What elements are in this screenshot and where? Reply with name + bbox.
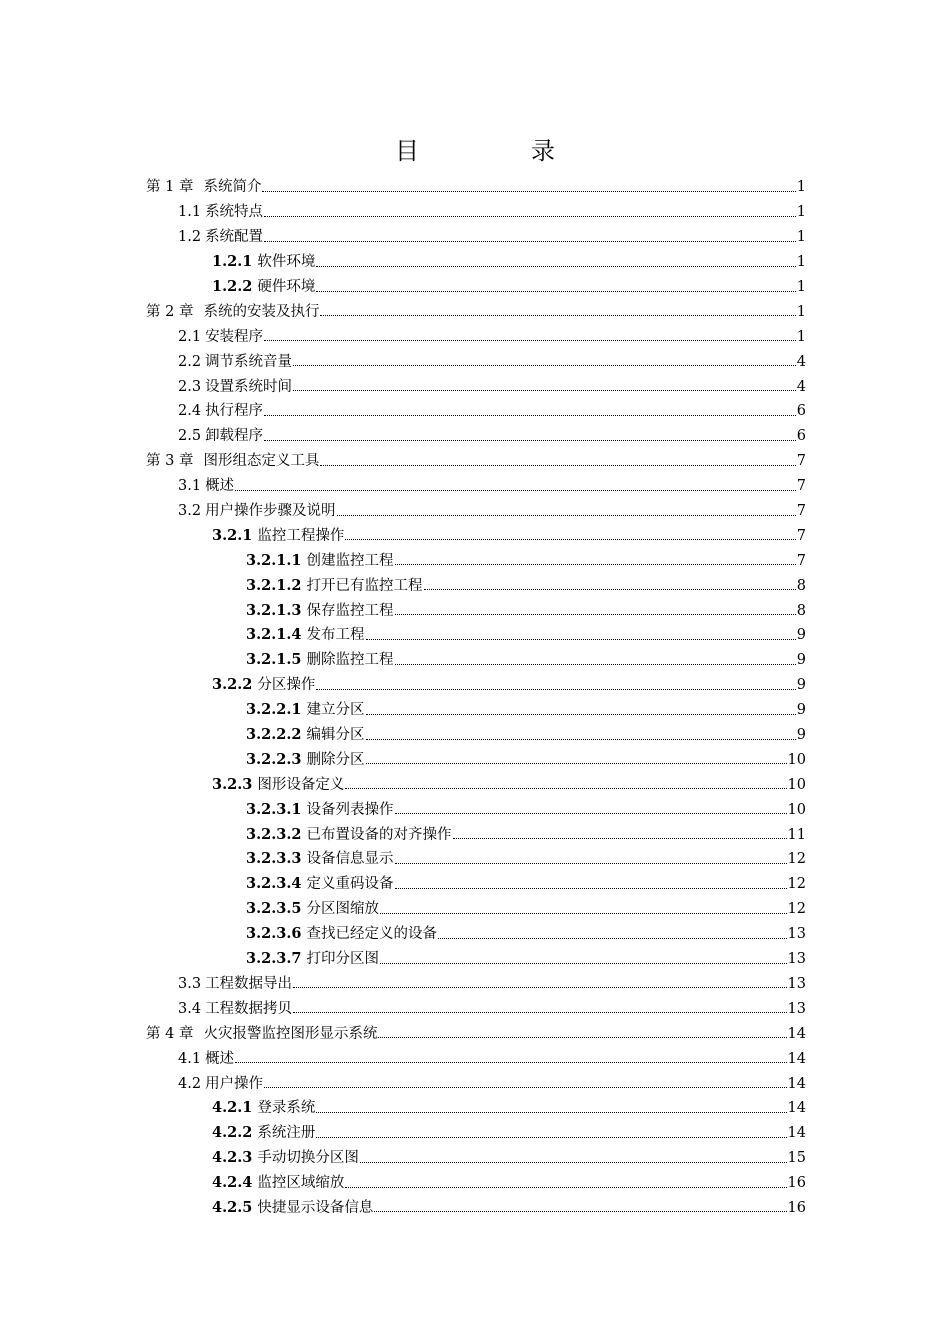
toc-entry[interactable] bbox=[146, 573, 806, 598]
toc-entry-text: 火灾报警监控图形显示系统 bbox=[203, 1025, 378, 1042]
toc-entry-label bbox=[212, 1199, 373, 1217]
toc-entry-number: 2.2 bbox=[178, 353, 202, 370]
toc-entry[interactable] bbox=[146, 723, 806, 748]
dot-leader bbox=[380, 963, 787, 964]
toc-entry-number: 4.2 bbox=[178, 1075, 202, 1092]
toc-page-number: 9 bbox=[796, 652, 806, 669]
toc-page-number: 4 bbox=[796, 378, 806, 395]
toc-entry-number: 第 4 章 bbox=[146, 1025, 194, 1042]
toc-entry-number: 3.2.1.4 bbox=[246, 626, 302, 644]
toc-entry-label bbox=[246, 801, 394, 819]
toc-entry[interactable] bbox=[146, 275, 806, 300]
toc-entry-text: 删除监控工程 bbox=[306, 652, 394, 669]
toc-entry-label bbox=[178, 1075, 263, 1093]
toc-entry[interactable] bbox=[146, 797, 806, 822]
toc-entry-text: 登录系统 bbox=[257, 1100, 316, 1117]
toc-entry-number: 2.4 bbox=[178, 403, 202, 420]
toc-page-number: 7 bbox=[796, 552, 806, 569]
toc-entry[interactable] bbox=[146, 175, 806, 200]
toc-entry-label bbox=[246, 900, 379, 918]
toc-entry-label bbox=[146, 1025, 377, 1043]
dot-leader bbox=[345, 1187, 786, 1188]
toc-entry-label bbox=[212, 253, 315, 271]
toc-entry-text: 调节系统音量 bbox=[205, 353, 293, 370]
toc-entry-label bbox=[178, 1000, 292, 1018]
toc-entry[interactable] bbox=[146, 424, 806, 449]
toc-entry-number: 3.2.1.5 bbox=[246, 651, 302, 669]
toc-entry[interactable] bbox=[146, 772, 806, 797]
toc-entry[interactable] bbox=[146, 947, 806, 972]
toc-entry[interactable] bbox=[146, 374, 806, 399]
dot-leader bbox=[395, 614, 796, 615]
toc-entry-label bbox=[246, 726, 365, 744]
toc-entry[interactable] bbox=[146, 1196, 806, 1221]
dot-leader bbox=[395, 813, 787, 814]
dot-leader bbox=[316, 291, 795, 292]
toc-entry-label bbox=[212, 776, 344, 794]
toc-entry-label bbox=[178, 975, 292, 993]
toc-page-number: 8 bbox=[796, 602, 806, 619]
toc-entry-label bbox=[178, 228, 263, 246]
toc-page-number: 6 bbox=[796, 403, 806, 420]
table-of-contents bbox=[146, 175, 806, 1220]
toc-entry[interactable] bbox=[146, 847, 806, 872]
toc-entry-number: 3.2 bbox=[178, 503, 202, 520]
toc-entry-text: 分区图缩放 bbox=[306, 901, 380, 918]
toc-entry-label bbox=[246, 875, 394, 893]
toc-entry-number: 4.2.2 bbox=[212, 1124, 253, 1142]
toc-entry[interactable] bbox=[146, 996, 806, 1021]
toc-title: 目 录 bbox=[395, 137, 599, 165]
toc-entry-text: 设置系统时间 bbox=[205, 378, 293, 395]
toc-entry-text: 分区操作 bbox=[257, 677, 316, 694]
toc-page-number: 13 bbox=[787, 1000, 806, 1017]
toc-page-number: 16 bbox=[787, 1175, 806, 1192]
dot-leader bbox=[366, 763, 787, 764]
toc-entry[interactable] bbox=[146, 1046, 806, 1071]
dot-leader bbox=[264, 216, 796, 217]
toc-page-number: 14 bbox=[787, 1100, 806, 1117]
toc-page-number: 1 bbox=[796, 328, 806, 345]
dot-leader bbox=[380, 913, 787, 914]
toc-page-number: 6 bbox=[796, 428, 806, 445]
dot-leader bbox=[316, 266, 795, 267]
toc-entry-label bbox=[246, 552, 394, 570]
toc-entry-text: 监控工程操作 bbox=[257, 527, 345, 544]
toc-entry-label bbox=[178, 203, 263, 221]
dot-leader bbox=[264, 340, 796, 341]
toc-entry-number: 3.2.3.7 bbox=[246, 950, 302, 968]
toc-entry-number: 3.2.1 bbox=[212, 526, 253, 544]
toc-page-number: 13 bbox=[787, 975, 806, 992]
toc-entry-number: 3.2.3.4 bbox=[246, 875, 302, 893]
dot-leader bbox=[366, 639, 796, 640]
toc-page-number: 13 bbox=[787, 926, 806, 943]
toc-entry-label bbox=[178, 402, 263, 420]
toc-entry[interactable] bbox=[146, 200, 806, 225]
toc-page-number: 14 bbox=[787, 1050, 806, 1067]
toc-entry-text: 编辑分区 bbox=[306, 727, 365, 744]
toc-entry-text: 设备信息显示 bbox=[306, 851, 394, 868]
toc-entry[interactable] bbox=[146, 648, 806, 673]
toc-entry-text: 工程数据拷贝 bbox=[205, 1000, 293, 1017]
dot-leader bbox=[293, 390, 796, 391]
toc-entry-text: 手动切换分区图 bbox=[257, 1150, 359, 1167]
toc-entry-text: 系统注册 bbox=[257, 1125, 316, 1142]
toc-page-number: 7 bbox=[796, 527, 806, 544]
toc-entry[interactable] bbox=[146, 972, 806, 997]
toc-entry[interactable] bbox=[146, 673, 806, 698]
toc-entry-text: 系统的安装及执行 bbox=[203, 303, 320, 320]
dot-leader bbox=[264, 241, 796, 242]
toc-page-number: 12 bbox=[787, 901, 806, 918]
toc-entry[interactable] bbox=[146, 1146, 806, 1171]
toc-page-number: 8 bbox=[796, 577, 806, 594]
dot-leader bbox=[293, 365, 796, 366]
toc-entry-label bbox=[212, 1174, 344, 1192]
toc-page-number: 1 bbox=[796, 179, 806, 196]
toc-page-number: 7 bbox=[796, 478, 806, 495]
toc-entry[interactable] bbox=[146, 299, 806, 324]
toc-entry-number: 3.2.1.2 bbox=[246, 576, 302, 594]
toc-entry-text: 软件环境 bbox=[257, 254, 316, 271]
toc-page-number: 1 bbox=[796, 254, 806, 271]
toc-page-number: 10 bbox=[787, 751, 806, 768]
toc-page-number: 14 bbox=[787, 1125, 806, 1142]
toc-entry-number: 3.2.3.6 bbox=[246, 925, 302, 943]
toc-page-number: 7 bbox=[796, 453, 806, 470]
dot-leader bbox=[395, 888, 787, 889]
toc-entry-number: 第 1 章 bbox=[146, 179, 194, 196]
toc-entry[interactable] bbox=[146, 822, 806, 847]
toc-entry-number: 4.2.4 bbox=[212, 1174, 253, 1192]
toc-page-number: 12 bbox=[787, 876, 806, 893]
toc-entry-text: 图形设备定义 bbox=[257, 776, 345, 793]
dot-leader bbox=[395, 664, 796, 665]
dot-leader bbox=[438, 938, 787, 939]
toc-entry-text: 概述 bbox=[205, 1050, 235, 1067]
toc-page-number: 7 bbox=[796, 503, 806, 520]
dot-leader bbox=[366, 739, 796, 740]
toc-entry[interactable] bbox=[146, 1071, 806, 1096]
toc-page-number: 9 bbox=[796, 627, 806, 644]
toc-page-number: 9 bbox=[796, 677, 806, 694]
toc-entry-number: 3.2.2.2 bbox=[246, 726, 302, 744]
dot-leader bbox=[366, 714, 796, 715]
toc-entry-number: 第 3 章 bbox=[146, 453, 194, 470]
toc-entry-label bbox=[246, 751, 365, 769]
dot-leader bbox=[316, 689, 795, 690]
toc-entry[interactable] bbox=[146, 623, 806, 648]
dot-leader bbox=[262, 191, 795, 192]
toc-entry-label bbox=[212, 676, 315, 694]
toc-entry-label bbox=[246, 925, 437, 943]
toc-entry-number: 3.2.3.2 bbox=[246, 825, 302, 843]
toc-entry-label bbox=[178, 1050, 234, 1068]
toc-page-number: 11 bbox=[787, 826, 806, 843]
toc-entry-number: 3.2.3.5 bbox=[246, 900, 302, 918]
toc-entry-label bbox=[212, 1099, 315, 1117]
dot-leader bbox=[316, 1112, 786, 1113]
toc-entry-label bbox=[246, 651, 394, 669]
dot-leader bbox=[378, 1037, 786, 1038]
toc-entry-number: 3.2.3.3 bbox=[246, 850, 302, 868]
toc-page-number: 1 bbox=[796, 229, 806, 246]
toc-entry-text: 用户操作步骤及说明 bbox=[205, 503, 336, 520]
dot-leader bbox=[395, 863, 787, 864]
dot-leader bbox=[264, 1087, 786, 1088]
toc-entry-text: 定义重码设备 bbox=[306, 876, 394, 893]
toc-entry[interactable] bbox=[146, 449, 806, 474]
dot-leader bbox=[453, 838, 787, 839]
toc-entry-number: 3.2.1.1 bbox=[246, 551, 302, 569]
dot-leader bbox=[316, 1137, 786, 1138]
toc-page-number: 10 bbox=[787, 776, 806, 793]
toc-entry-text: 概述 bbox=[205, 478, 235, 495]
dot-leader bbox=[360, 1162, 787, 1163]
dot-leader bbox=[264, 415, 796, 416]
toc-entry-number: 3.2.2.1 bbox=[246, 701, 302, 719]
dot-leader bbox=[374, 1211, 786, 1212]
toc-entry-label bbox=[212, 278, 315, 296]
toc-page-number: 14 bbox=[787, 1025, 806, 1042]
toc-entry-text: 工程数据导出 bbox=[205, 975, 293, 992]
toc-entry-label bbox=[178, 427, 263, 445]
dot-leader bbox=[320, 465, 795, 466]
toc-entry-label bbox=[178, 502, 336, 520]
toc-entry-text: 图形组态定义工具 bbox=[203, 453, 320, 470]
toc-entry-text: 打印分区图 bbox=[306, 951, 380, 968]
toc-entry-number: 3.2.2 bbox=[212, 676, 253, 694]
toc-entry-label bbox=[146, 303, 319, 321]
toc-entry-text: 用户操作 bbox=[205, 1075, 264, 1092]
toc-entry-number: 3.3 bbox=[178, 975, 202, 992]
toc-entry-label bbox=[246, 826, 452, 844]
toc-entry-number: 3.1 bbox=[178, 478, 202, 495]
toc-page-number: 9 bbox=[796, 727, 806, 744]
dot-leader bbox=[235, 490, 796, 491]
toc-page-number: 15 bbox=[787, 1150, 806, 1167]
toc-entry-label bbox=[212, 1124, 315, 1142]
toc-entry-text: 发布工程 bbox=[306, 627, 365, 644]
toc-entry[interactable] bbox=[146, 1171, 806, 1196]
toc-entry[interactable] bbox=[146, 474, 806, 499]
dot-leader bbox=[293, 987, 786, 988]
toc-entry-text: 卸载程序 bbox=[205, 428, 264, 445]
toc-entry-text: 创建监控工程 bbox=[306, 552, 394, 569]
toc-page-number: 13 bbox=[787, 951, 806, 968]
toc-entry-text: 查找已经定义的设备 bbox=[306, 926, 438, 943]
dot-leader bbox=[264, 440, 796, 441]
toc-entry-label bbox=[212, 527, 344, 545]
toc-entry-number: 4.2.1 bbox=[212, 1099, 253, 1117]
toc-entry-label bbox=[178, 353, 292, 371]
toc-entry-label bbox=[246, 626, 365, 644]
dot-leader bbox=[337, 515, 796, 516]
toc-entry-label bbox=[246, 602, 394, 620]
toc-entry-label bbox=[146, 452, 319, 470]
toc-entry-text: 建立分区 bbox=[306, 702, 365, 719]
toc-page-number: 4 bbox=[796, 353, 806, 370]
toc-entry[interactable] bbox=[146, 1021, 806, 1046]
dot-leader bbox=[424, 589, 796, 590]
toc-entry-number: 2.1 bbox=[178, 328, 202, 345]
toc-entry[interactable] bbox=[146, 872, 806, 897]
toc-entry-number: 3.2.3 bbox=[212, 775, 253, 793]
toc-entry-label bbox=[246, 950, 379, 968]
toc-entry-number: 4.1 bbox=[178, 1050, 202, 1067]
toc-entry-number: 1.2.2 bbox=[212, 278, 253, 295]
toc-entry-number: 3.2.1.3 bbox=[246, 601, 302, 619]
toc-entry[interactable] bbox=[146, 1096, 806, 1121]
toc-entry-label bbox=[246, 577, 423, 595]
toc-entry-text: 快捷显示设备信息 bbox=[257, 1199, 374, 1216]
toc-entry[interactable] bbox=[146, 499, 806, 524]
toc-entry-text: 保存监控工程 bbox=[306, 602, 394, 619]
toc-page-number: 9 bbox=[796, 702, 806, 719]
toc-entry-text: 安装程序 bbox=[205, 328, 264, 345]
toc-entry-text: 系统特点 bbox=[205, 204, 264, 221]
toc-page-number: 1 bbox=[796, 279, 806, 295]
toc-entry-label bbox=[246, 701, 365, 719]
toc-entry-number: 2.3 bbox=[178, 378, 202, 395]
toc-entry-text: 监控区域缩放 bbox=[257, 1175, 345, 1192]
toc-entry-text: 硬件环境 bbox=[257, 279, 316, 295]
toc-entry-text: 执行程序 bbox=[205, 403, 264, 420]
toc-entry-number: 3.2.2.3 bbox=[246, 750, 302, 768]
toc-entry-text: 系统简介 bbox=[203, 179, 262, 196]
toc-entry-label bbox=[146, 178, 261, 196]
toc-entry[interactable] bbox=[146, 698, 806, 723]
toc-entry[interactable] bbox=[146, 1121, 806, 1146]
toc-entry-number: 1.2 bbox=[178, 229, 202, 246]
toc-entry[interactable] bbox=[146, 349, 806, 374]
dot-leader bbox=[345, 539, 795, 540]
toc-entry-number: 3.4 bbox=[178, 1000, 202, 1017]
toc-entry-number: 4.2.5 bbox=[212, 1198, 253, 1216]
toc-entry[interactable] bbox=[146, 324, 806, 349]
toc-entry-number: 1.2.1 bbox=[212, 253, 253, 271]
toc-page-number: 1 bbox=[796, 204, 806, 221]
toc-entry[interactable] bbox=[146, 399, 806, 424]
toc-entry[interactable] bbox=[146, 250, 806, 275]
dot-leader bbox=[345, 788, 786, 789]
toc-entry-label bbox=[178, 328, 263, 346]
toc-page-number: 10 bbox=[787, 801, 806, 818]
toc-entry-text: 系统配置 bbox=[205, 229, 264, 246]
toc-entry-number: 第 2 章 bbox=[146, 303, 194, 320]
toc-entry-number: 1.1 bbox=[178, 204, 202, 221]
toc-entry-text: 删除分区 bbox=[306, 751, 365, 768]
toc-entry[interactable] bbox=[146, 922, 806, 947]
toc-page-number: 16 bbox=[787, 1199, 806, 1216]
toc-entry[interactable] bbox=[146, 523, 806, 548]
toc-entry[interactable] bbox=[146, 548, 806, 573]
toc-entry-number: 3.2.3.1 bbox=[246, 800, 302, 818]
dot-leader bbox=[320, 315, 795, 316]
toc-entry-text: 打开已有监控工程 bbox=[306, 577, 423, 594]
dot-leader bbox=[235, 1062, 786, 1063]
toc-entry[interactable] bbox=[146, 897, 806, 922]
toc-page-number: 12 bbox=[787, 851, 806, 868]
toc-entry-label bbox=[178, 477, 234, 495]
dot-leader bbox=[395, 564, 796, 565]
toc-page-number: 1 bbox=[796, 303, 806, 320]
toc-entry[interactable] bbox=[146, 747, 806, 772]
toc-entry-label bbox=[212, 1149, 359, 1167]
toc-entry-label bbox=[246, 850, 394, 868]
toc-entry-label bbox=[178, 378, 292, 396]
toc-entry-text: 已布置设备的对齐操作 bbox=[306, 826, 452, 843]
toc-entry[interactable] bbox=[146, 598, 806, 623]
toc-entry-number: 4.2.3 bbox=[212, 1149, 253, 1167]
toc-page-number: 14 bbox=[787, 1075, 806, 1092]
toc-entry[interactable] bbox=[146, 225, 806, 250]
toc-entry-number: 2.5 bbox=[178, 428, 202, 445]
toc-entry-text: 设备列表操作 bbox=[306, 801, 394, 818]
dot-leader bbox=[293, 1012, 786, 1013]
